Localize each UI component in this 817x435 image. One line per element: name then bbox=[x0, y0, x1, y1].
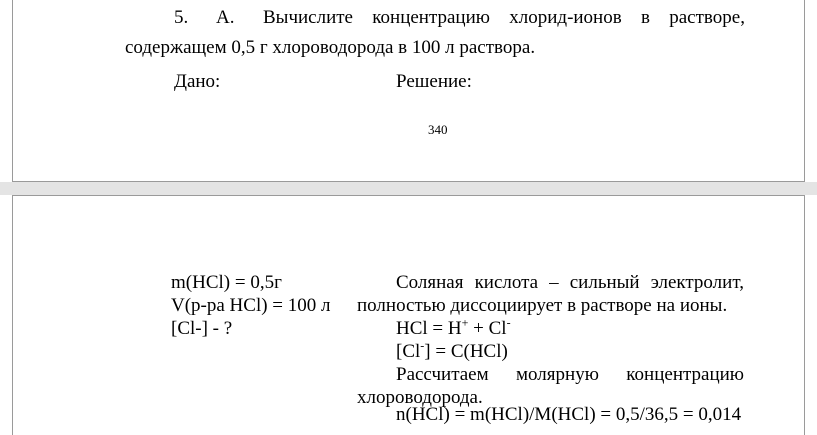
word: в bbox=[640, 7, 650, 28]
word: растворе, bbox=[669, 7, 745, 28]
problem-line-1 bbox=[263, 7, 745, 29]
solution-header: Решение: bbox=[396, 71, 472, 92]
word: электролит, bbox=[650, 272, 744, 293]
word: кислота bbox=[474, 272, 539, 293]
word: концентрацию bbox=[372, 7, 490, 28]
word: концентрацию bbox=[626, 364, 744, 385]
dissociation-equation: HCl = H+ + Cl- bbox=[396, 315, 511, 339]
solution-line-2: полностью диссоциирует в растворе на ионы. bbox=[357, 295, 728, 316]
solution-line-1 bbox=[396, 272, 744, 294]
solution-line-5 bbox=[396, 364, 744, 386]
page-gap bbox=[0, 182, 817, 195]
given-find: [Cl-] - ? bbox=[171, 318, 233, 339]
concentration-equation: [Cl-] = C(HCl) bbox=[396, 338, 508, 362]
word: Рассчитаем bbox=[396, 364, 489, 385]
solution-line-6: хлороводорода. bbox=[357, 387, 483, 408]
problem-number: 5. bbox=[174, 7, 189, 28]
given-header: Дано: bbox=[174, 71, 221, 92]
page-number: 340 bbox=[428, 122, 448, 137]
word: Вычислите bbox=[263, 7, 353, 28]
word: сильный bbox=[569, 272, 640, 293]
moles-calculation: n(HCl) = m(HCl)/M(HCl) = 0,5/36,5 = 0,014 bbox=[396, 404, 742, 425]
word: хлорид-ионов bbox=[509, 7, 622, 28]
word: молярную bbox=[516, 364, 599, 385]
given-volume: V(р-ра HCl) = 100 л bbox=[171, 295, 331, 316]
problem-label: А. bbox=[216, 7, 235, 28]
given-mass: m(HCl) = 0,5г bbox=[171, 272, 282, 293]
problem-line-2: содержащем 0,5 г хлороводорода в 100 л раствора. bbox=[125, 37, 536, 58]
word: Соляная bbox=[396, 272, 464, 293]
word: – bbox=[549, 272, 559, 293]
